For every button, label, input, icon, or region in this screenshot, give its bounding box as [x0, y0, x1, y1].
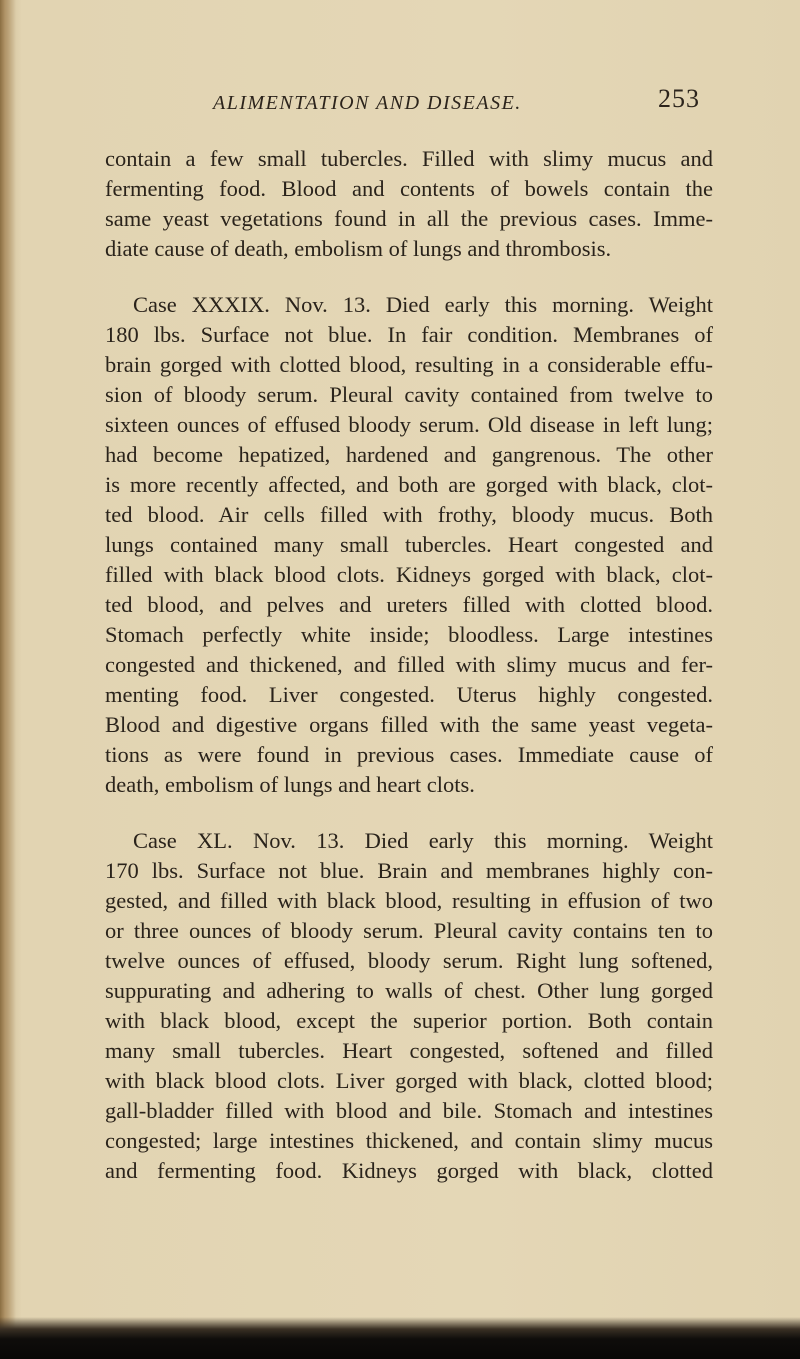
- text-line: menting food. Liver congested. Uterus highly congested.: [105, 682, 713, 707]
- page-bottom-edge: [0, 1317, 800, 1359]
- text-line: twelve ounces of effused, bloody serum. Right lung softened,: [105, 948, 713, 973]
- text-line: gall-bladder filled with blood and bile. Stomach and intestines: [105, 1098, 713, 1123]
- text-line: had become hepatized, hardened and gangrenous. The other: [105, 442, 713, 467]
- text-line: diate cause of death, embolism of lungs and thrombosis.: [105, 236, 612, 261]
- text-line: many small tubercles. Heart congested, softened and filled: [105, 1038, 713, 1063]
- text-line: congested; large intestines thickened, and contain slimy mucus: [105, 1128, 713, 1153]
- text-line: gested, and filled with black blood, resulting in effusion of two: [105, 888, 713, 913]
- text-line: brain gorged with clotted blood, resulting in a considerable effu-: [105, 352, 713, 377]
- text-line: tions as were found in previous cases. Immediate cause of: [105, 742, 713, 767]
- text-line: or three ounces of bloody serum. Pleural cavity contains ten to: [105, 918, 713, 943]
- text-line: ted blood, and pelves and ureters filled with clotted blood.: [105, 592, 713, 617]
- text-line: fermenting food. Blood and contents of bowels contain the: [105, 176, 713, 201]
- text-line: Blood and digestive organs filled with the same yeast vegeta-: [105, 712, 713, 737]
- text-line: contain a few small tubercles. Filled with slimy mucus and: [105, 146, 713, 171]
- text-line: and fermenting food. Kidneys gorged with black, clotted: [105, 1158, 713, 1183]
- text-line: ted blood. Air cells filled with frothy, bloody mucus. Both: [105, 502, 713, 527]
- text-line: same yeast vegetations found in all the previous cases. Imme-: [105, 206, 713, 231]
- text-line: lungs contained many small tubercles. Heart congested and: [105, 532, 713, 557]
- text-line: filled with black blood clots. Kidneys gorged with black, clot-: [105, 562, 713, 587]
- text-line: Stomach perfectly white inside; bloodless. Large intestines: [105, 622, 713, 647]
- text-line: death, embolism of lungs and heart clots.: [105, 772, 475, 797]
- text-line: with black blood, except the superior portion. Both contain: [105, 1008, 713, 1033]
- text-line: sion of bloody serum. Pleural cavity contained from twelve to: [105, 382, 713, 407]
- text-line: suppurating and adhering to walls of chest. Other lung gorged: [105, 978, 713, 1003]
- text-line: sixteen ounces of effused bloody serum. Old disease in left lung;: [105, 412, 713, 437]
- text-line: 170 lbs. Surface not blue. Brain and membranes highly con-: [105, 858, 713, 883]
- text-line: with black blood clots. Liver gorged with black, clotted blood;: [105, 1068, 713, 1093]
- running-head: ALIMENTATION AND DISEASE.: [213, 92, 522, 114]
- page-number: 253: [658, 84, 700, 113]
- text-line: Case XL. Nov. 13. Died early this morning. Weight: [133, 828, 713, 853]
- text-line: is more recently affected, and both are gorged with black, clot-: [105, 472, 713, 497]
- text-line: 180 lbs. Surface not blue. In fair condition. Membranes of: [105, 322, 713, 347]
- text-line: Case XXXIX. Nov. 13. Died early this morning. Weight: [133, 292, 713, 317]
- text-line: congested and thickened, and filled with slimy mucus and fer-: [105, 652, 713, 677]
